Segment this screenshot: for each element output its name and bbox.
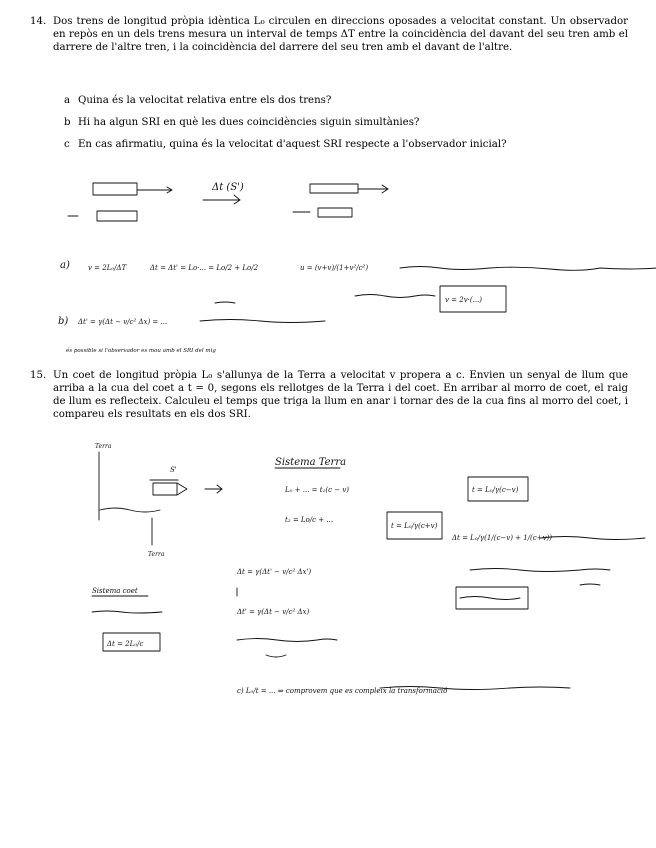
- problem-14-number: 14.: [30, 16, 47, 27]
- equation: v = 2L₀/ΔT: [88, 264, 127, 272]
- solution-a-label: a): [60, 260, 70, 271]
- earth-label: Terra: [148, 551, 165, 558]
- equation: t₂ = Lo/c + ...: [285, 516, 334, 524]
- question-label: a: [64, 95, 71, 106]
- solution-b-label: b): [58, 316, 69, 327]
- diagram-label: Δt (S'): [212, 182, 244, 193]
- question-text: En cas afirmatiu, quina és la velocitat d'aquest SRI respecte a l'observador inicial?: [78, 139, 507, 150]
- frame-earth-title: Sistema Terra: [275, 457, 347, 468]
- problem-15-number: 15.: [30, 370, 47, 381]
- frame-rocket-title: Sistema coet: [92, 587, 138, 595]
- equation: Δt = γ(Δt' − v/c² Δx'): [237, 568, 312, 576]
- equation: t = L₀/γ(c−v): [472, 486, 519, 494]
- question-label: c: [64, 139, 70, 150]
- question-label: b: [64, 117, 71, 128]
- problem-14-text: Dos trens de longitud pròpia idèntica L₀ circulen en direccions oposades a velocitat constant. Un observador en repòs en un dels trens mesura un interval de temps ΔT entre la coincidència del davant del seu tren amb el darrere de l'altre tren, i la coincidència del darrere del seu tren amb el davant de l'altre.: [53, 16, 628, 53]
- equation: Δt' = γ(Δt − v/c² Δx) = ...: [78, 318, 168, 326]
- problem-15-text: Un coet de longitud pròpia L₀ s'allunya de la Terra a velocitat v propera a c. Envien un senyal de llum que arriba a la cua del coet a t = 0, segons els rellotges de la Terra i del coet. En arribar al morro de coet, el raig de llum es reflecteix. Calculeu el temps que triga la llum en anar i tornar des de la cua fins al morro del coet, i compareu els resultats en els dos SRI.: [53, 370, 628, 420]
- equation: Δt = L₀/γ(1/(c−v) + 1/(c+v)): [452, 534, 552, 542]
- equation: Δt' = γ(Δt − v/c² Δx): [237, 608, 310, 616]
- frame-label: S': [170, 466, 177, 474]
- question-text: Hi ha algun SRI en què les dues coincidències siguin simultànies?: [78, 117, 420, 128]
- earth-label: Terra: [95, 443, 112, 450]
- question-text: Quina és la velocitat relativa entre els dos trens?: [78, 95, 332, 106]
- equation: Δt = 2L₀/c: [107, 640, 144, 648]
- equation: L₀ + ... = t₁(c − v): [285, 486, 350, 494]
- equation: t = L₀/γ(c+v): [391, 522, 438, 530]
- note: és possible si l'observador es mou amb el SRI del mig: [66, 348, 216, 354]
- equation: v = 2v·(...): [445, 296, 483, 304]
- equation: Δt = Δt' = Lo·... = Lo/2 + Lo/2: [150, 264, 259, 272]
- equation: u = (v+v)/(1+v²/c²): [300, 264, 369, 272]
- final-line: c) L₀/t = ... ⇒ comprovem que es compleix la transformació: [237, 687, 448, 695]
- rocket-body: [153, 483, 177, 495]
